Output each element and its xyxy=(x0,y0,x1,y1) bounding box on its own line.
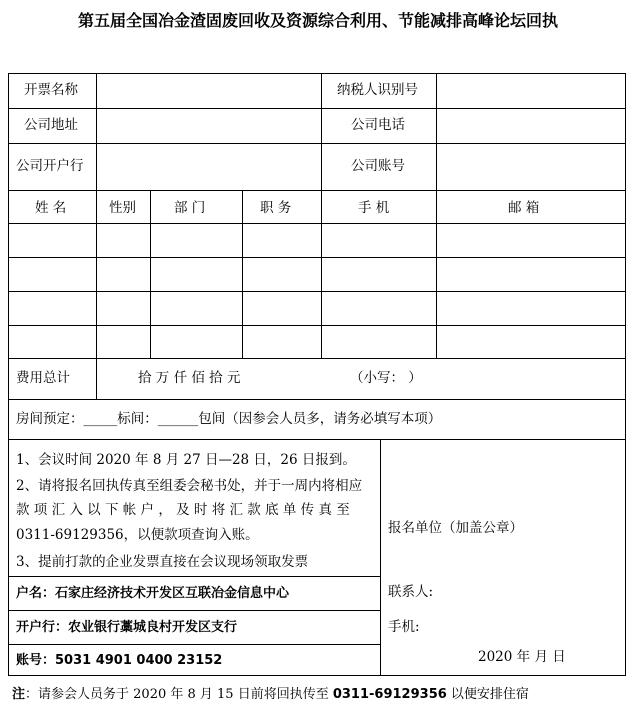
note-line: 2、请将报名回执传真至组委会秘书处，并于一周内将相应 xyxy=(16,478,363,494)
table-line xyxy=(321,190,322,358)
page-title: 第五届全国冶金渣固废回收及资源综合利用、节能减排高峰论坛回执 xyxy=(77,11,558,30)
note-line: 1、会议时间 2020 年 8 月 27 日—28 日，26 日报到。 xyxy=(16,452,356,468)
footer-suffix: 以便安排住宿 xyxy=(446,687,529,702)
table-line xyxy=(96,190,97,358)
table-line xyxy=(8,576,380,577)
fee-amount-units: 拾 万 仟 佰 拾 元 xyxy=(138,370,241,386)
footer-prefix: 注 xyxy=(12,687,26,702)
table-line xyxy=(8,190,626,191)
room-booking: 房间预定：_____标间：______包间（因参会人员多，请务必填写本项） xyxy=(16,411,442,427)
note-line: 3、提前打款的企业发票直接在会议现场领取发票 xyxy=(16,554,309,570)
table-line xyxy=(380,439,381,675)
note-line: 款 项 汇 入 以 下 帐 户 ， 及 时 将 汇 款 底 单 传 真 至 xyxy=(16,502,350,518)
table-line xyxy=(436,190,437,358)
table-line xyxy=(8,325,626,326)
table-line xyxy=(8,439,626,440)
table-line xyxy=(8,108,626,109)
table-line xyxy=(8,644,380,645)
table-line xyxy=(96,358,97,399)
table-line xyxy=(96,73,97,190)
note-line: 0311-69129356，以便款项查询入账。 xyxy=(16,527,259,543)
table-line xyxy=(150,190,151,358)
table-line xyxy=(8,610,380,611)
company-bank-label: 公司开户行 xyxy=(16,158,84,174)
tax-id-label: 纳税人识别号 xyxy=(337,82,418,98)
table-line xyxy=(8,143,626,144)
table-line xyxy=(321,73,322,190)
company-address-label: 公司地址 xyxy=(24,117,78,133)
header-name: 姓 名 xyxy=(35,200,67,216)
fee-small-write: （小写： ） xyxy=(350,370,422,386)
table-line xyxy=(8,399,626,400)
table-line xyxy=(625,73,626,676)
contact-person: 联系人: xyxy=(388,584,434,600)
signup-unit: 报名单位（加盖公章） xyxy=(388,520,523,536)
fee-label: 费用总计 xyxy=(16,370,70,386)
company-phone-label: 公司电话 xyxy=(351,117,405,133)
bank-name: 开户行：农业银行藁城良村开发区支行 xyxy=(16,620,238,635)
header-mobile: 手 机 xyxy=(358,200,390,216)
header-gender: 性别 xyxy=(109,200,136,216)
table-line xyxy=(8,223,626,224)
signup-date: 2020 年 月 日 xyxy=(478,649,566,665)
table-line xyxy=(8,675,626,676)
company-account-label: 公司账号 xyxy=(351,158,405,174)
account-name: 户名：石家庄经济技术开发区互联冶金信息中心 xyxy=(16,586,290,601)
table-line xyxy=(8,73,9,676)
table-line xyxy=(8,291,626,292)
header-email: 邮 箱 xyxy=(508,200,540,216)
footer-fax: 0311-69129356 xyxy=(332,687,447,702)
table-line xyxy=(242,190,243,358)
table-line xyxy=(8,257,626,258)
account-number: 账号：5031 4901 0400 23152 xyxy=(16,653,223,668)
header-department: 部 门 xyxy=(174,200,206,216)
footer-note xyxy=(12,683,529,702)
table-line xyxy=(436,73,437,190)
header-position: 职 务 xyxy=(260,200,292,216)
table-line xyxy=(8,73,626,74)
registration-form xyxy=(8,73,626,675)
table-line xyxy=(8,358,626,359)
footer-text: ：请参会人员务于 2020 年 8 月 15 日前将回执传至 xyxy=(25,687,333,702)
invoice-name-label: 开票名称 xyxy=(24,82,78,98)
contact-mobile: 手机: xyxy=(388,619,420,635)
